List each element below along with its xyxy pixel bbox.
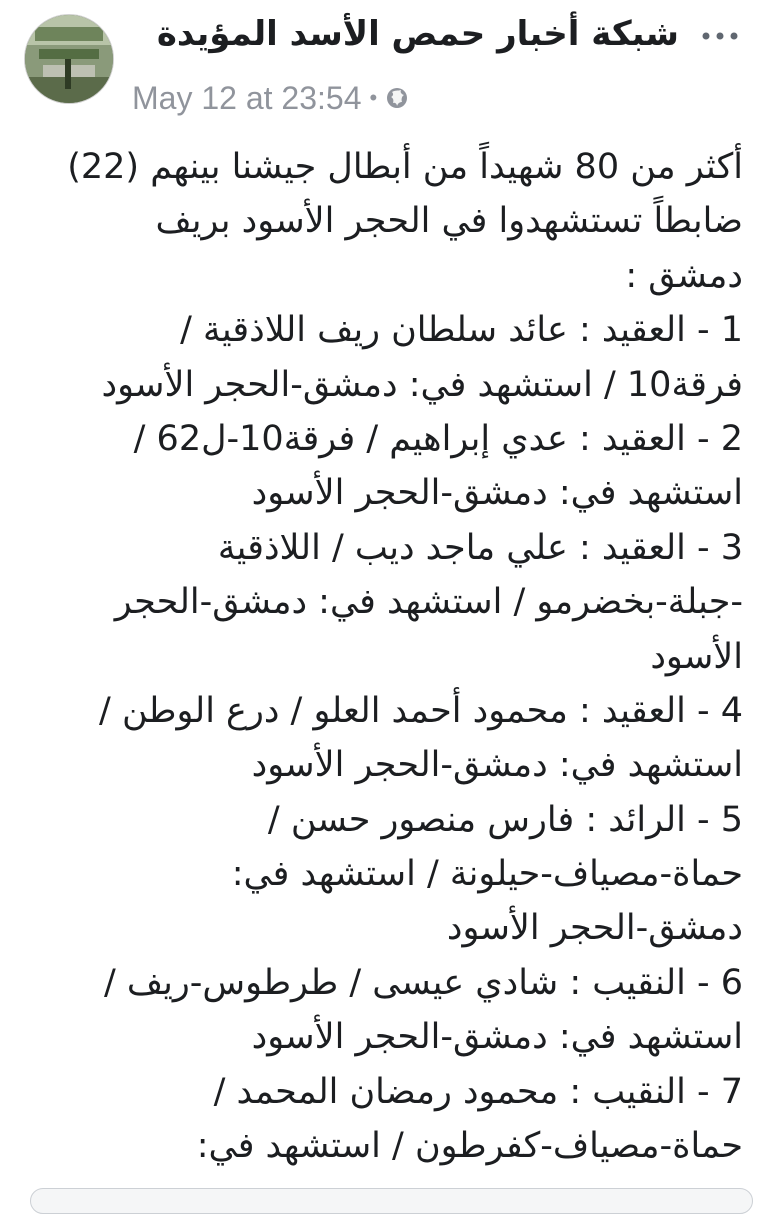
post-line: 3 - العقيد : علي ماجد ديب / اللاذقية	[217, 527, 743, 568]
post-line: 4 - العقيد : محمود أحمد العلو / درع الوطن /	[99, 690, 743, 731]
post-line: استشهد في: دمشق-الحجر الأسود	[251, 1017, 743, 1058]
post-text	[40, 140, 743, 1173]
post-line: دمشق :	[625, 255, 743, 296]
post-line: 6 - النقيب : شادي عيسى / طرطوس-ريف /	[103, 962, 743, 1003]
post-line: ضابطاً تستشهدوا في الحجر الأسود بريف	[155, 201, 743, 242]
more-options-button[interactable]	[697, 16, 743, 56]
post-line: -جبلة-بخضرمو / استشهد في: دمشق-الحجر	[114, 582, 743, 623]
post-line: 7 - النقيب : محمود رمضان المحمد /	[213, 1071, 743, 1112]
post-line: حماة-مصياف-حيلونة / استشهد في:	[231, 854, 743, 895]
post-line: 1 - العقيد : عائد سلطان ريف اللاذقية /	[180, 310, 743, 351]
post-line: حماة-مصياف-كفرطون / استشهد في:	[196, 1126, 743, 1167]
post-line: 2 - العقيد : عدي إبراهيم / فرقة10-ل62 /	[133, 418, 743, 459]
page-avatar[interactable]	[24, 14, 114, 104]
post-timestamp[interactable]: May 12 at 23:54	[132, 79, 362, 116]
post-line: استشهد في: دمشق-الحجر الأسود	[251, 745, 743, 786]
post-line: الأسود	[650, 636, 743, 677]
more-options-icon	[700, 30, 740, 42]
post-line: استشهد في: دمشق-الحجر الأسود	[251, 473, 743, 514]
meta-separator: •	[369, 85, 378, 110]
post-meta	[132, 78, 409, 118]
globe-icon[interactable]	[385, 86, 409, 110]
post-header	[0, 0, 783, 130]
avatar-image	[25, 15, 113, 103]
post-line: دمشق-الحجر الأسود	[446, 908, 743, 949]
post-line: أكثر من 80 شهيداً من أبطال جيشنا بينهم (22)	[67, 147, 743, 187]
post-line: 5 - الرائد : فارس منصور حسن /	[267, 799, 743, 840]
comment-box[interactable]	[30, 1188, 753, 1214]
post-line: فرقة10 / استشهد في: دمشق-الحجر الأسود	[101, 364, 743, 405]
page-name[interactable]: شبكة أخبار حمص الأسد المؤيدة	[156, 14, 679, 54]
